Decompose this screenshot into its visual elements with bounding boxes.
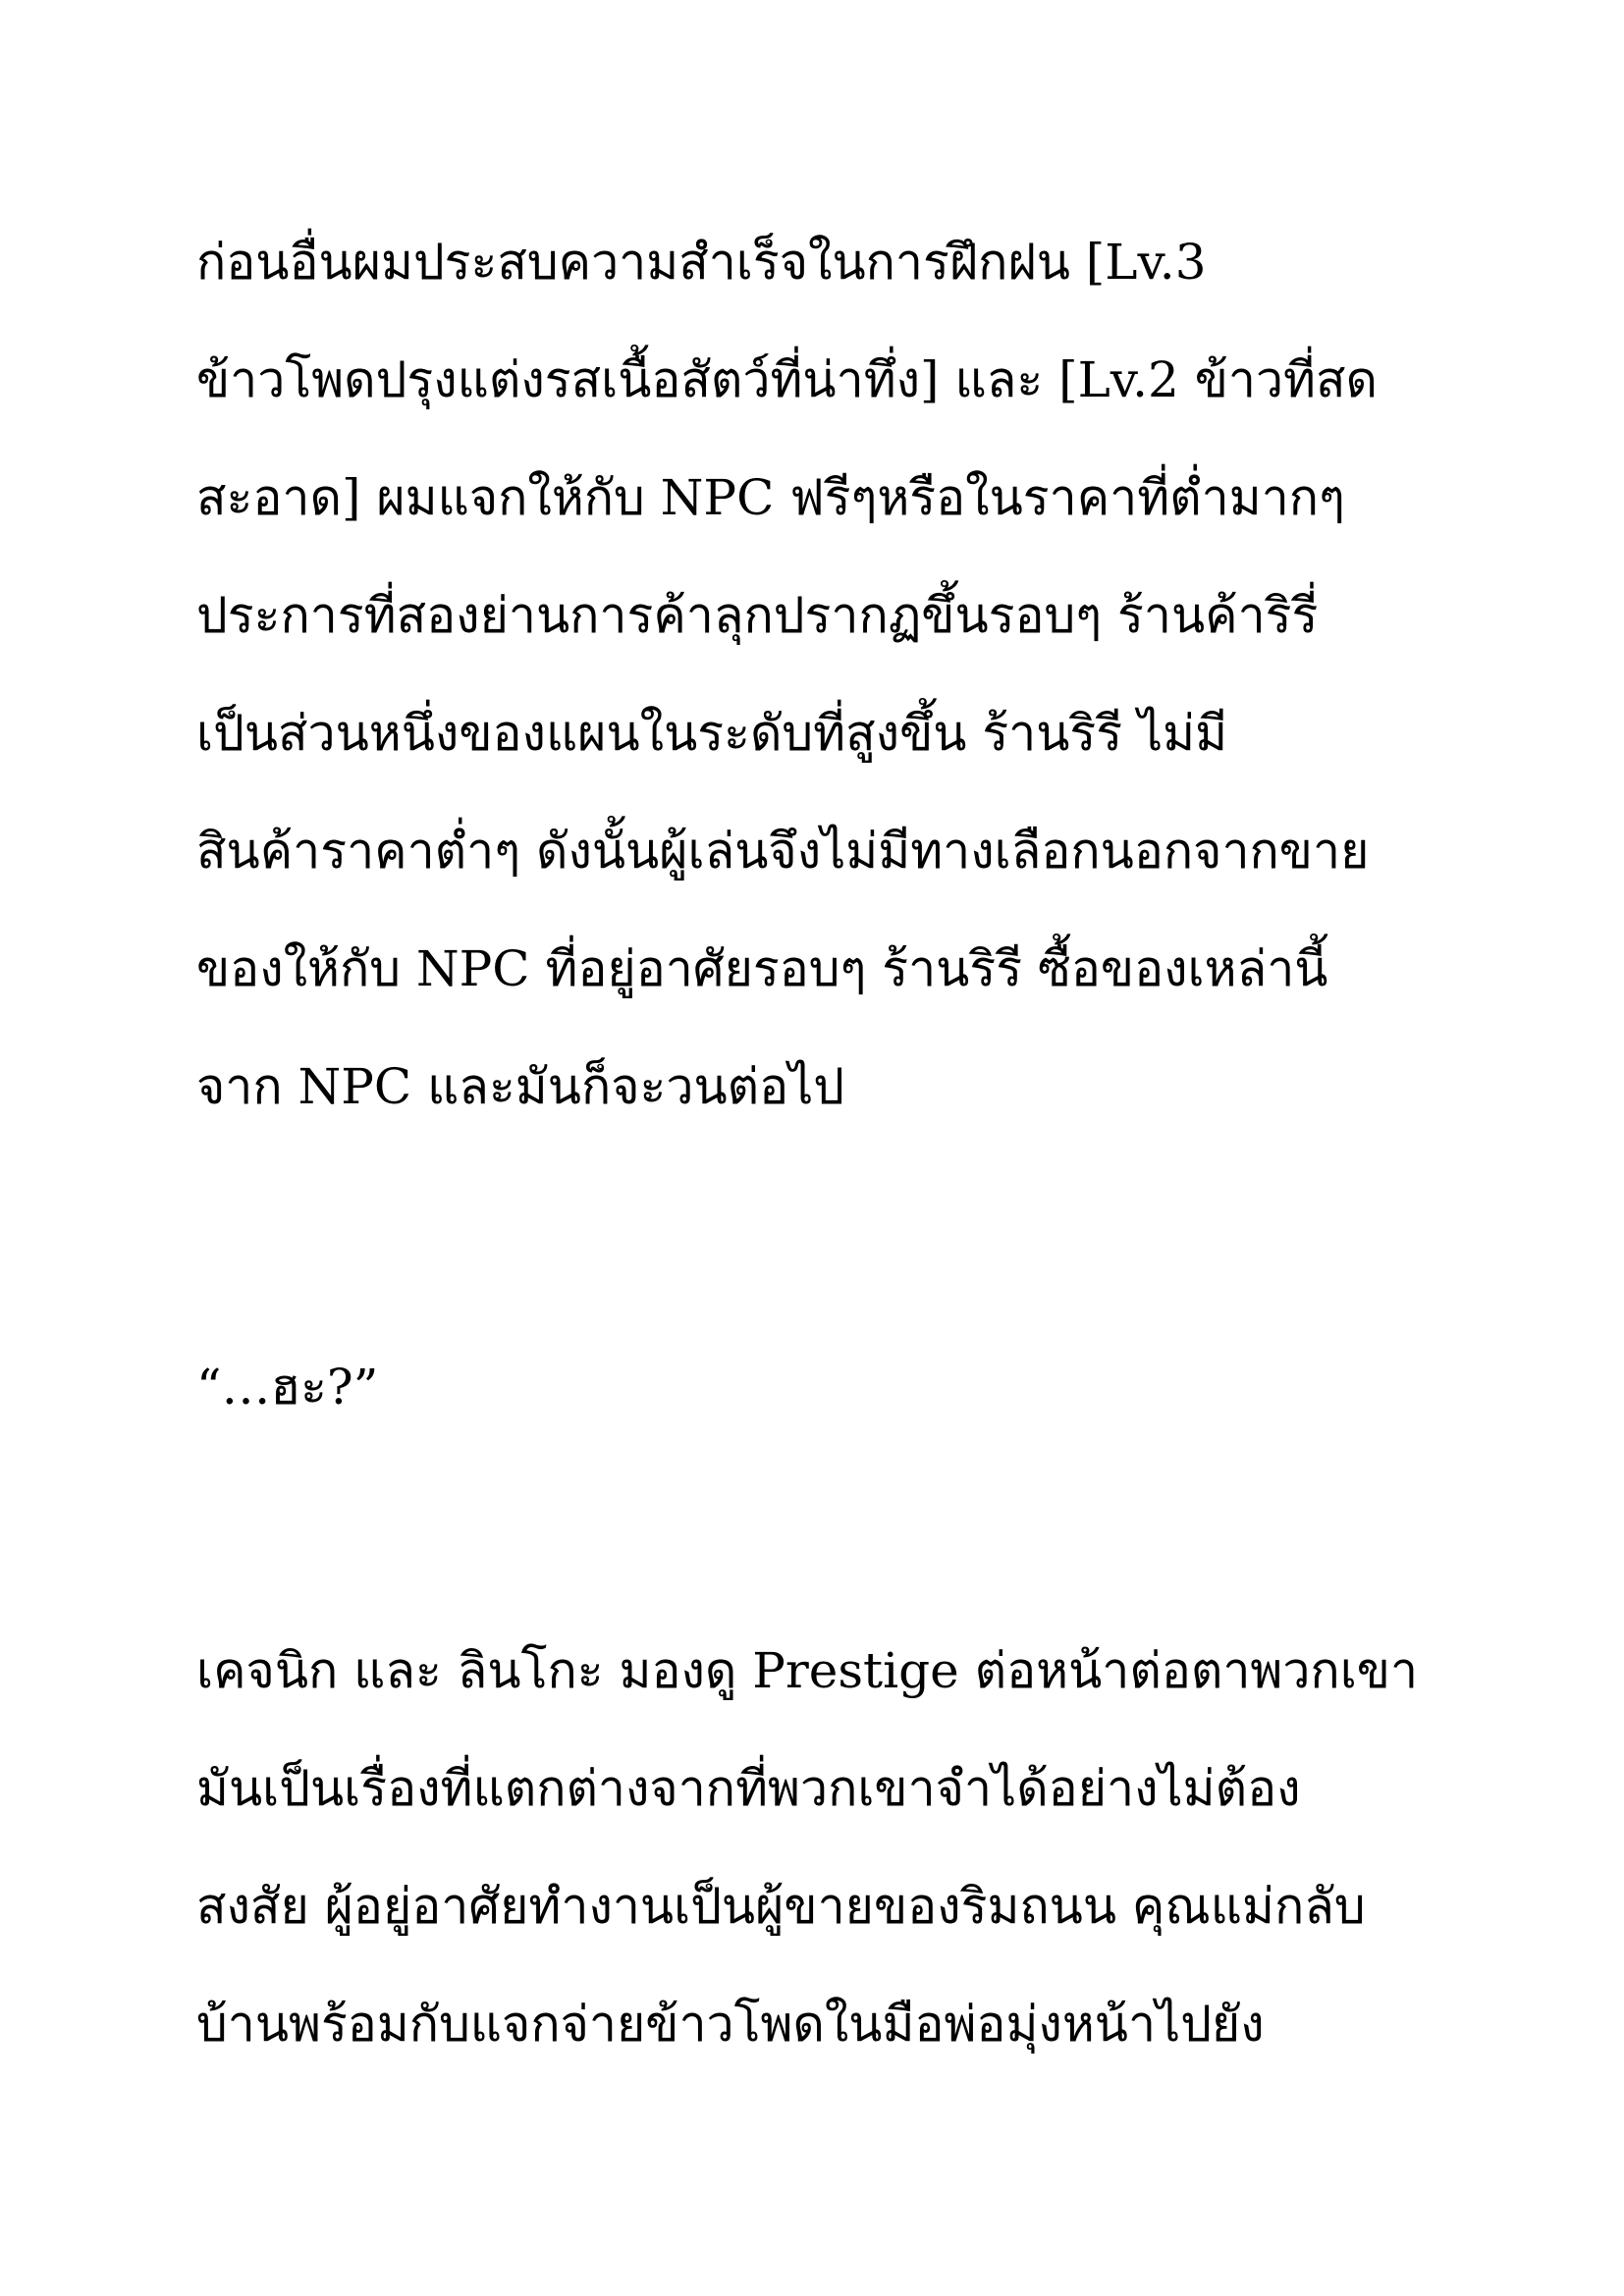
paragraph-1-line-6: สินค้าราคาต่ำๆ ดังนั้นผู้เล่นจึงไม่มีทางเลือกนอกจากขาย (196, 823, 1370, 880)
paragraph-1-line-4: ประการที่สองย่านการค้าลุกปรากฏขึ้นรอบๆ ร้านค้าริรี่ (196, 587, 1319, 644)
paragraph-1-line-3: สะอาด] ผมแจกให้กับ NPC ฟรีๆหรือในราคาที่ต่ำมากๆ (196, 469, 1345, 526)
paragraph-1-line-1: ก่อนอื่นผมประสบความสำเร็จในการฝึกฝน [Lv.3 (196, 234, 1207, 291)
paragraph-2-line-2: มันเป็นเรื่องที่แตกต่างจากที่พวกเขาจำได้อย่างไม่ต้อง (196, 1760, 1301, 1817)
paragraph-2-line-4: บ้านพร้อมกับแจกจ่ายข้าวโพดในมือพ่อมุ่งหน้าไปยัง (196, 1996, 1265, 2053)
paragraph-1-line-5: เป็นส่วนหนึ่งของแผนในระดับที่สูงขึ้น ร้านริรี ไม่มี (196, 705, 1228, 762)
paragraph-2-line-3: สงสัย ผู้อยู่อาศัยทำงานเป็นผู้ขายของริมถนน คุณแม่กลับ (196, 1878, 1366, 1935)
dialogue-line: “…ฮะ?” (196, 1359, 379, 1415)
paragraph-1-line-2: ข้าวโพดปรุงแต่งรสเนื้อสัตว์ที่น่าทึ่ง] และ [Lv.2 ข้าวที่สด (196, 351, 1378, 408)
paragraph-1-line-7: ของให้กับ NPC ที่อยู่อาศัยรอบๆ ร้านริรี ซื้อของเหล่านี้ (196, 940, 1328, 997)
paragraph-1-line-8: จาก NPC และมันก็จะวนต่อไป (196, 1058, 845, 1115)
paragraph-2-line-1: เคจนิก และ ลินโกะ มองดู Prestige ต่อหน้าต่อตาพวกเขา (196, 1642, 1419, 1699)
